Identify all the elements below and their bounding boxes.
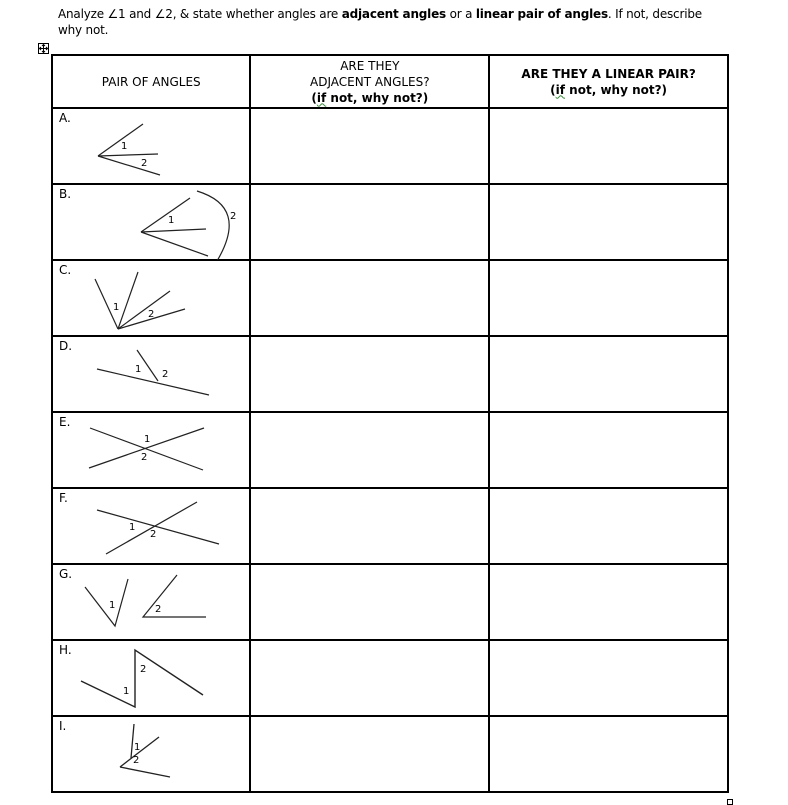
- table-row: [52, 488, 728, 564]
- four-way-arrow-icon: [39, 44, 48, 53]
- angle-figure-cell: [52, 640, 250, 716]
- header-linear-paren: (: [550, 82, 556, 97]
- instructions-part1: Analyze ∠1 and ∠2, & state whether angles are: [58, 7, 342, 21]
- angle-label-2: 2: [162, 369, 169, 380]
- adjacent-answer-cell[interactable]: [250, 336, 489, 412]
- linear-pair-answer-cell[interactable]: [489, 260, 728, 336]
- row-letter: G.: [59, 567, 73, 581]
- row-letter: F.: [59, 491, 68, 505]
- row-letter: H.: [59, 643, 72, 657]
- angle-figure-g: [53, 565, 250, 640]
- spellcheck-word-if: if: [316, 90, 327, 105]
- row-letter: D.: [59, 339, 73, 353]
- angle-figure-h: [53, 641, 250, 716]
- table-resize-handle[interactable]: [727, 799, 733, 805]
- linear-pair-answer-cell[interactable]: [489, 488, 728, 564]
- angle-label-2: 2: [148, 309, 155, 320]
- angle-label-2: 2: [155, 604, 162, 615]
- header-adjacent-line3: not, why not?): [326, 90, 429, 105]
- instructions-part3: . If not, describe why not.: [58, 7, 702, 37]
- angle-label-1: 1: [109, 600, 116, 611]
- adjacent-answer-cell[interactable]: [250, 488, 489, 564]
- linear-pair-answer-cell[interactable]: [489, 640, 728, 716]
- table-row: [52, 716, 728, 792]
- angle-label-2: 2: [230, 211, 237, 222]
- header-linear-line2: not, why not?): [565, 82, 668, 97]
- table-header-row: [52, 55, 728, 108]
- header-adjacent-angles: [250, 55, 489, 108]
- linear-pair-answer-cell[interactable]: [489, 108, 728, 184]
- angle-label-1: 1: [134, 742, 141, 753]
- angle-figure-cell: [52, 488, 250, 564]
- table-row: [52, 108, 728, 184]
- angle-label-2: 2: [141, 158, 148, 169]
- row-letter: A.: [59, 111, 71, 125]
- header-adjacent-line1: ARE THEY: [340, 58, 400, 73]
- angle-label-1: 1: [144, 434, 151, 445]
- instructions-text: [58, 6, 728, 38]
- linear-pair-answer-cell[interactable]: [489, 716, 728, 792]
- angle-figure-d: [53, 337, 250, 412]
- angle-label-1: 1: [113, 302, 120, 313]
- angle-label-1: 1: [123, 686, 130, 697]
- adjacent-answer-cell[interactable]: [250, 564, 489, 640]
- angle-label-2: 2: [141, 452, 148, 463]
- adjacent-answer-cell[interactable]: [250, 260, 489, 336]
- table-row: [52, 336, 728, 412]
- row-letter: B.: [59, 187, 72, 201]
- header-adjacent-line2: ADJACENT ANGLES?: [310, 74, 430, 89]
- header-linear-pair: [489, 55, 728, 108]
- angle-figure-f: [53, 489, 250, 564]
- angle-figure-cell: [52, 716, 250, 792]
- table-row: [52, 184, 728, 260]
- angle-figure-c: [53, 261, 250, 336]
- table-move-handle[interactable]: [38, 43, 49, 54]
- linear-pair-answer-cell[interactable]: [489, 412, 728, 488]
- linear-pair-answer-cell[interactable]: [489, 184, 728, 260]
- linear-pair-answer-cell[interactable]: [489, 336, 728, 412]
- instructions-part2: or a: [445, 7, 476, 21]
- angle-figure-a: [53, 109, 250, 184]
- angle-label-2: 2: [133, 755, 140, 766]
- angle-label-1: 1: [135, 364, 142, 375]
- header-pair-label: PAIR OF ANGLES: [101, 74, 201, 89]
- row-letter: I.: [59, 719, 67, 733]
- adjacent-answer-cell[interactable]: [250, 108, 489, 184]
- angle-label-1: 1: [129, 522, 136, 533]
- table-row: [52, 564, 728, 640]
- term-linear-pair: linear pair of angles: [475, 7, 608, 21]
- table-row: [52, 640, 728, 716]
- header-adjacent-paren: (: [311, 90, 317, 105]
- angle-figure-cell: [52, 184, 250, 260]
- spellcheck-word-if: if: [555, 82, 565, 97]
- angle-label-2: 2: [140, 664, 147, 675]
- angle-figure-b: [53, 185, 250, 260]
- angle-label-2: 2: [150, 529, 157, 540]
- header-linear-line1: ARE THEY A LINEAR PAIR?: [521, 66, 696, 81]
- angle-figure-i: [53, 717, 250, 792]
- linear-pair-answer-cell[interactable]: [489, 564, 728, 640]
- angle-figure-cell: [52, 412, 250, 488]
- adjacent-answer-cell[interactable]: [250, 184, 489, 260]
- adjacent-answer-cell[interactable]: [250, 412, 489, 488]
- term-adjacent-angles: adjacent angles: [341, 7, 446, 21]
- adjacent-answer-cell[interactable]: [250, 640, 489, 716]
- header-pair-of-angles: [52, 55, 250, 108]
- angle-figure-cell: [52, 564, 250, 640]
- row-letter: C.: [59, 263, 72, 277]
- angles-worksheet-table: [51, 54, 729, 793]
- angle-figure-e: [53, 413, 250, 488]
- table-row: [52, 260, 728, 336]
- angle-figure-cell: [52, 108, 250, 184]
- row-letter: E.: [59, 415, 71, 429]
- table-row: [52, 412, 728, 488]
- angle-label-1: 1: [168, 215, 175, 226]
- angle-figure-cell: [52, 336, 250, 412]
- angle-label-1: 1: [121, 141, 128, 152]
- adjacent-answer-cell[interactable]: [250, 716, 489, 792]
- angle-figure-cell: [52, 260, 250, 336]
